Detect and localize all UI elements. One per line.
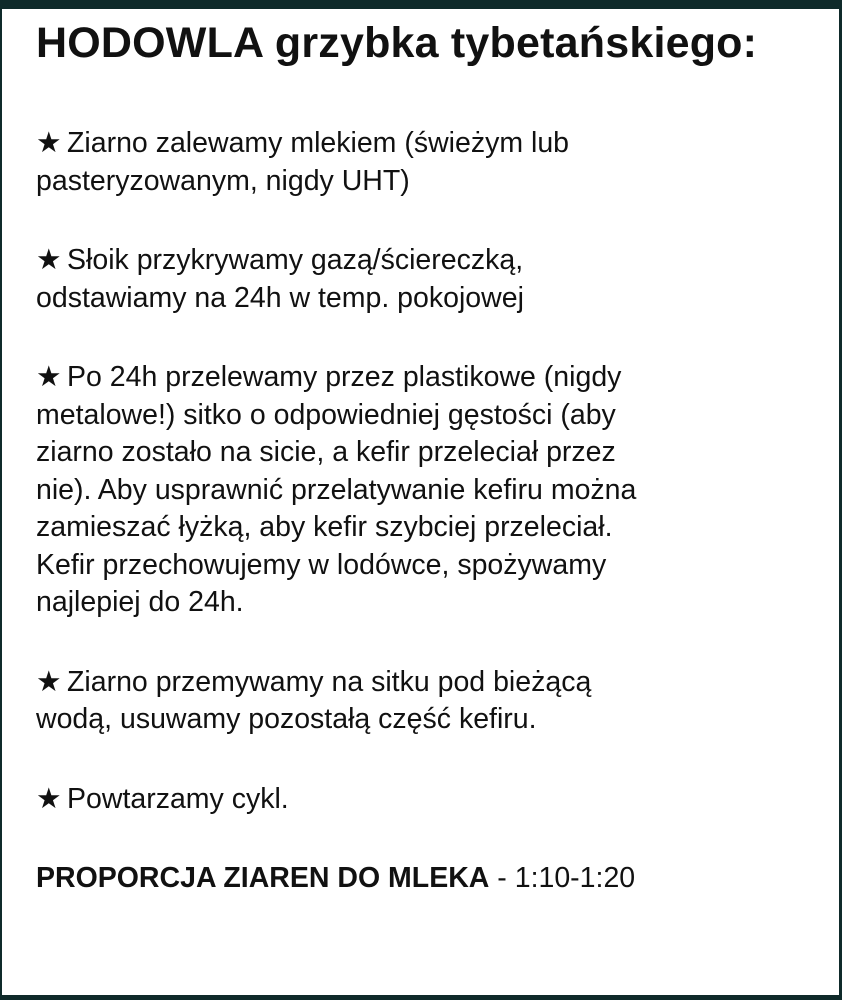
list-item (36, 664, 816, 739)
steps-list (36, 125, 816, 818)
star-icon: ★ (36, 244, 62, 276)
list-item (36, 359, 816, 622)
proportion-label: PROPORCJA ZIAREN DO MLEKA (36, 862, 490, 894)
proportion-line (36, 860, 816, 898)
top-border (0, 0, 842, 9)
star-icon: ★ (36, 782, 62, 815)
step-text: Po 24h przelewamy przez plastikowe (nigdy metalowe!) sitko o odpowiedniej gęstości (aby ziarno zostało na sicie, a kefir przeleciał przez nie). Aby usprawnić przelatywanie kefiru można zamieszać łyżką, aby kefir szybciej przeleciał. Kefir przechowujemy w lodówce, spożywamy najlepiej do 24h. (36, 361, 637, 618)
document-title: HODOWLA grzybka tybetańskiego: (36, 19, 758, 67)
star-icon: ★ (36, 361, 62, 393)
list-item (36, 242, 816, 317)
step-text: Ziarno zalewamy mlekiem (świeżym lub pasteryzowanym, nigdy UHT) (36, 127, 570, 197)
star-icon: ★ (36, 127, 62, 159)
step-text: Ziarno przemywamy na sitku pod bieżącą wodą, usuwamy pozostałą część kefiru. (36, 665, 592, 735)
list-item (36, 781, 816, 819)
star-icon: ★ (36, 665, 62, 698)
document-content (36, 18, 816, 898)
list-item (36, 125, 816, 200)
step-text: Słoik przykrywamy gazą/ściereczką, odstawiamy na 24h w temp. pokojowej (36, 244, 524, 314)
proportion-value: - 1:10-1:20 (489, 862, 636, 894)
step-text: Powtarzamy cykl. (67, 782, 289, 815)
bottom-border (0, 995, 842, 1000)
left-border (0, 0, 2, 1000)
